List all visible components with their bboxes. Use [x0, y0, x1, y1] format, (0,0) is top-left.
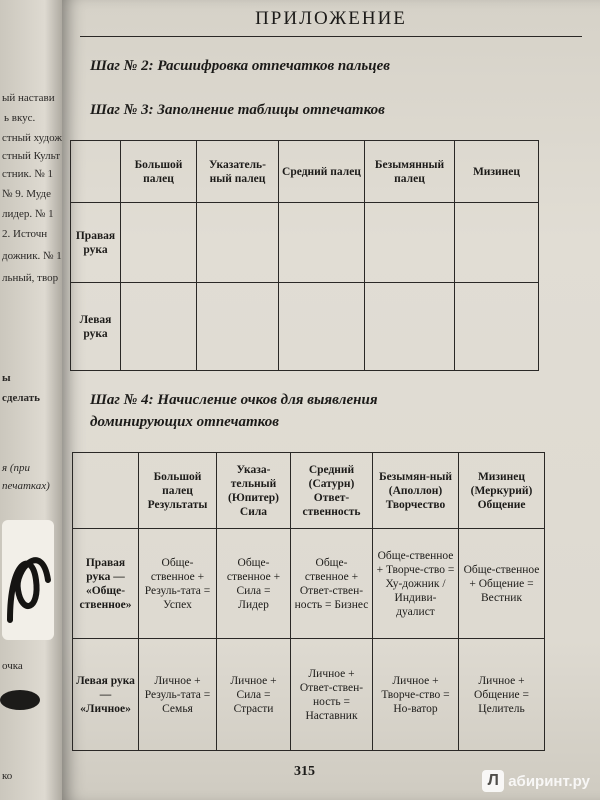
table-header-row	[71, 141, 539, 203]
table-corner-cell	[71, 141, 121, 203]
empty-cell	[279, 203, 365, 283]
table-row	[73, 529, 545, 639]
empty-cell	[197, 283, 279, 371]
left-page-fragment: ь вкус.	[4, 112, 36, 124]
empty-cell	[121, 203, 197, 283]
empty-cell	[455, 203, 539, 283]
left-page-fragment: стный худож	[2, 132, 62, 144]
running-head: ПРИЛОЖЕНИЕ	[80, 4, 582, 37]
empty-cell	[197, 203, 279, 283]
table-cell: Личное + Творче-ство = Но-ватор	[373, 639, 459, 751]
table-cell: Обще-ственное + Общение = Вестник	[459, 529, 545, 639]
table-cell: Обще-ственное + Творче-ство = Ху-дожник / Индиви-дуалист	[373, 529, 459, 639]
table-cell: Личное + Сила = Страсти	[217, 639, 291, 751]
left-page-fragment: стный Культ	[2, 150, 61, 162]
row-header: Правая рука — «Обще-ственное»	[73, 529, 139, 639]
empty-cell	[365, 283, 455, 371]
left-page-fragment: лидер. № 1	[2, 208, 54, 220]
column-header: Средний палец	[279, 141, 365, 203]
column-header: Безымян-ный (Аполлон) Творчество	[373, 453, 459, 529]
empty-cell	[121, 283, 197, 371]
fingerprint-table	[70, 140, 539, 371]
table-corner-cell	[73, 453, 139, 529]
row-header: Левая рука	[71, 283, 121, 371]
watermark	[482, 770, 590, 792]
table-row	[71, 283, 539, 371]
book-page	[62, 0, 600, 800]
column-header: Безымянный палец	[365, 141, 455, 203]
column-header: Указатель-ный палец	[197, 141, 279, 203]
table-row	[71, 203, 539, 283]
column-header: Средний (Сатурн) Ответ-ственность	[291, 453, 373, 529]
left-page-fragment: льный, твор	[2, 272, 59, 284]
left-page-edge	[0, 0, 64, 800]
left-page-fragment: ы	[2, 372, 11, 384]
table-cell: Личное + Резуль-тата = Семья	[139, 639, 217, 751]
empty-cell	[365, 203, 455, 283]
left-page-fragment: сделать	[2, 392, 40, 404]
watermark-text: абиринт.ру	[508, 772, 590, 790]
table-cell: Личное + Общение = Целитель	[459, 639, 545, 751]
row-header: Левая рука — «Личное»	[73, 639, 139, 751]
empty-cell	[279, 283, 365, 371]
page-number: 315	[294, 764, 315, 779]
left-page-fragment: ко	[2, 770, 13, 782]
column-header: Большой палец	[121, 141, 197, 203]
labirint-logo-icon: Л	[482, 770, 504, 792]
table-header-row	[73, 453, 545, 529]
scoring-table	[72, 452, 545, 751]
left-page-fragment: 2. Источн	[2, 228, 48, 240]
step4-heading: Шаг № 4: Начисление очков для выявления	[90, 392, 378, 408]
left-page-fragment: очка	[2, 660, 23, 672]
step2-heading: Шаг № 2: Расшифровка отпечатков пальцев	[90, 58, 390, 74]
fingerprint-fragment-image	[0, 690, 40, 710]
left-page-fragment: № 9. Муде	[2, 188, 52, 200]
column-header: Мизинец (Меркурий) Общение	[459, 453, 545, 529]
left-page-fragment: печатках)	[2, 480, 50, 492]
table-row	[73, 639, 545, 751]
left-page-fragment: дожник. № 1	[2, 250, 62, 262]
table-cell: Обще-ственное + Ответ-ствен-ность = Бизнес	[291, 529, 373, 639]
step3-heading: Шаг № 3: Заполнение таблицы отпечатков	[90, 102, 385, 118]
column-header: Мизинец	[455, 141, 539, 203]
left-page-fragment: ый настави	[2, 92, 55, 104]
column-header: Большой палец Результаты	[139, 453, 217, 529]
table-cell: Обще-ственное + Резуль-тата = Успех	[139, 529, 217, 639]
table-cell: Обще-ственное + Сила = Лидер	[217, 529, 291, 639]
left-page-fragment: стник. № 1	[2, 168, 54, 180]
column-header: Указа-тельный (Юпитер) Сила	[217, 453, 291, 529]
empty-cell	[455, 283, 539, 371]
table-cell: Личное + Ответ-ствен-ность = Наставник	[291, 639, 373, 751]
left-page-fragment: я (при	[2, 462, 31, 474]
step4-heading-cont: доминирующих отпечатков	[90, 414, 279, 430]
row-header: Правая рука	[71, 203, 121, 283]
fingerprint-swirl-image	[2, 520, 54, 640]
